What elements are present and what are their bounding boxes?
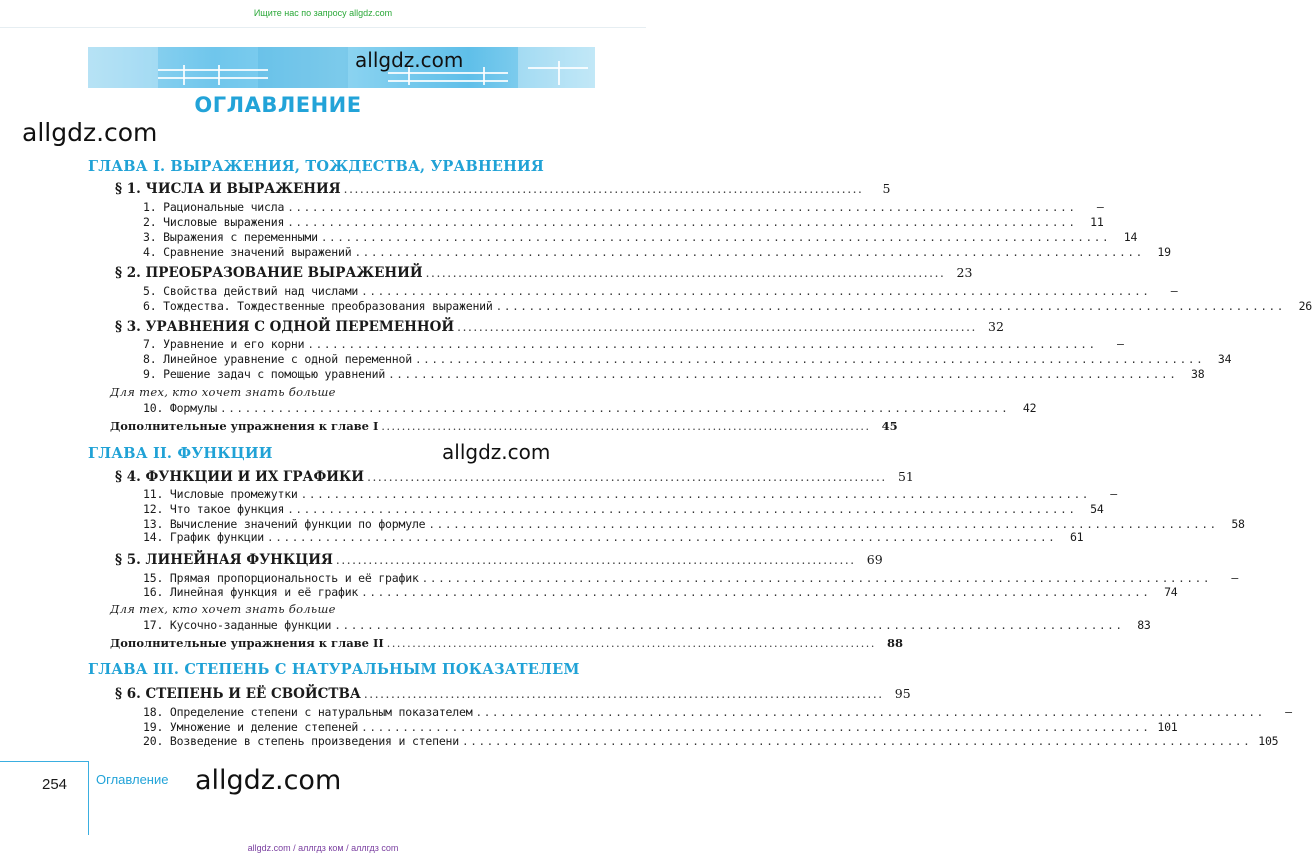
toc-section[interactable] bbox=[115, 469, 914, 485]
dot-leader: ................................................................................................ bbox=[363, 687, 884, 701]
footer-rule bbox=[88, 761, 89, 835]
item-label: 16. Линейная функция и её график bbox=[143, 585, 359, 599]
banner-line bbox=[388, 72, 508, 74]
page-number: — bbox=[1110, 487, 1118, 501]
dot-leader: ................................................................................................ bbox=[386, 637, 876, 650]
section-label: § 4. ФУНКЦИИ И ИХ ГРАФИКИ bbox=[115, 469, 365, 485]
banner-line bbox=[388, 80, 508, 82]
banner-line bbox=[558, 61, 560, 85]
dot-leader: ................................................................................................ bbox=[428, 518, 1218, 531]
toc-item[interactable] bbox=[143, 585, 1178, 599]
toc-item[interactable] bbox=[143, 200, 1104, 214]
dot-leader: ................................................................................................ bbox=[300, 488, 1091, 501]
item-label: 7. Уравнение и его корни bbox=[143, 337, 305, 351]
toc-item[interactable] bbox=[143, 618, 1151, 632]
toc-additional[interactable] bbox=[110, 636, 903, 650]
item-label: 9. Решение задач с помощью уравнений bbox=[143, 367, 386, 381]
page-number: 54 bbox=[1090, 502, 1104, 516]
extra-heading: Для тех, кто хочет знать больше bbox=[110, 385, 336, 399]
toc-item[interactable] bbox=[143, 245, 1171, 259]
dot-leader: ................................................................................................ bbox=[287, 201, 1077, 214]
toc-item[interactable] bbox=[143, 215, 1104, 229]
toc-item[interactable] bbox=[143, 299, 1312, 313]
page-number: 26 bbox=[1298, 299, 1312, 313]
toc-item[interactable] bbox=[143, 367, 1205, 381]
page-number: — bbox=[1117, 337, 1124, 351]
dot-leader: ................................................................................................ bbox=[361, 586, 1151, 599]
watermark: allgdz.com bbox=[442, 440, 551, 464]
page-number: — bbox=[1231, 571, 1239, 585]
dot-leader: ................................................................................................ bbox=[421, 572, 1212, 585]
page-number: 38 bbox=[1190, 367, 1205, 381]
item-label: 17. Кусочно-заданные функции bbox=[143, 618, 332, 632]
item-label: 5. Свойства действий над числами bbox=[143, 284, 359, 298]
section-label: § 1. ЧИСЛА И ВЫРАЖЕНИЯ bbox=[115, 181, 341, 197]
toc-item[interactable] bbox=[143, 734, 1279, 748]
page-number: 45 bbox=[881, 419, 898, 433]
top-divider bbox=[0, 27, 646, 28]
header-banner bbox=[88, 47, 595, 88]
toc-item[interactable] bbox=[143, 720, 1178, 734]
toc-item[interactable] bbox=[143, 352, 1232, 366]
page-number: 5 bbox=[882, 181, 891, 196]
toc-item[interactable] bbox=[143, 230, 1138, 244]
dot-leader: ................................................................................................ bbox=[475, 706, 1265, 719]
dot-leader: ................................................................................................ bbox=[219, 402, 1010, 415]
item-label: 4. Сравнение значений выражений bbox=[143, 245, 352, 259]
page-number: 74 bbox=[1164, 585, 1178, 599]
page-number: 105 bbox=[1258, 734, 1279, 748]
toc-item[interactable] bbox=[143, 401, 1037, 415]
watermark: allgdz.com bbox=[355, 48, 464, 72]
page-number: 101 bbox=[1157, 720, 1178, 734]
item-label: 20. Возведение в степень произведения и степени bbox=[143, 734, 460, 748]
page-number: 42 bbox=[1022, 401, 1037, 415]
banner-block bbox=[258, 47, 348, 88]
bottom-links[interactable]: allgdz.com / аллгдз ком / аллгдз com bbox=[247, 843, 399, 853]
dot-leader: ................................................................................................ bbox=[495, 300, 1286, 313]
page-number: 95 bbox=[894, 686, 911, 701]
dot-leader: ................................................................................................ bbox=[367, 470, 887, 484]
item-label: 13. Вычисление значений функции по формуле bbox=[143, 517, 426, 531]
page-number: 14 bbox=[1123, 230, 1138, 244]
item-label: 12. Что такое функция bbox=[143, 502, 285, 516]
item-label: 11. Числовые промежутки bbox=[143, 487, 298, 501]
dot-leader: ................................................................................................ bbox=[267, 531, 1057, 544]
item-label: 14. График функции bbox=[143, 530, 265, 544]
top-note: Ищите нас по запросу allgdz.com bbox=[253, 8, 393, 18]
dot-leader: ................................................................................................ bbox=[381, 420, 871, 433]
dot-leader: ................................................................................................ bbox=[425, 266, 946, 280]
toc-item[interactable] bbox=[143, 337, 1124, 351]
toc-additional[interactable] bbox=[110, 419, 898, 433]
toc-item[interactable] bbox=[143, 284, 1178, 298]
dot-leader: ................................................................................................ bbox=[361, 285, 1151, 298]
dot-leader: ................................................................................................ bbox=[462, 735, 1252, 748]
toc-section[interactable] bbox=[115, 181, 891, 197]
page-number-footer: 254 bbox=[42, 776, 68, 793]
dot-leader: ................................................................................................ bbox=[343, 182, 864, 196]
dot-leader: ................................................................................................ bbox=[307, 338, 1097, 351]
toc-item[interactable] bbox=[143, 487, 1118, 501]
item-label: 19. Умножение и деление степеней bbox=[143, 720, 359, 734]
dot-leader: ................................................................................................ bbox=[354, 246, 1144, 259]
footer-label: Оглавление bbox=[96, 772, 169, 787]
footer-rule bbox=[0, 761, 88, 762]
dot-leader: ................................................................................................ bbox=[388, 368, 1178, 381]
item-label: 8. Линейное уравнение с одной переменной bbox=[143, 352, 412, 366]
extra-heading: Для тех, кто хочет знать больше bbox=[110, 602, 336, 616]
page-number: — bbox=[1285, 705, 1292, 719]
banner-line bbox=[183, 65, 185, 85]
toc-section[interactable] bbox=[115, 686, 911, 702]
page-number: 34 bbox=[1217, 352, 1232, 366]
item-label: 1. Рациональные числа bbox=[143, 200, 285, 214]
dot-leader: ................................................................................................ bbox=[335, 553, 856, 567]
page-number: — bbox=[1096, 200, 1104, 214]
toc-item[interactable] bbox=[143, 517, 1245, 531]
section-label: § 5. ЛИНЕЙНАЯ ФУНКЦИЯ bbox=[115, 552, 333, 568]
dot-leader: ................................................................................................ bbox=[287, 503, 1077, 516]
dot-leader: ................................................................................................ bbox=[457, 320, 977, 334]
additional-label: Дополнительные упражнения к главе I bbox=[110, 419, 379, 433]
page-number: 11 bbox=[1090, 215, 1104, 229]
section-label: § 2. ПРЕОБРАЗОВАНИЕ ВЫРАЖЕНИЙ bbox=[115, 265, 423, 281]
toc-item[interactable] bbox=[143, 530, 1084, 544]
banner-line bbox=[218, 65, 220, 85]
page-number: 19 bbox=[1157, 245, 1171, 259]
banner-line bbox=[158, 69, 268, 71]
page-number: 51 bbox=[897, 469, 914, 484]
page-number: 83 bbox=[1137, 618, 1151, 632]
banner-line bbox=[158, 77, 268, 79]
additional-label: Дополнительные упражнения к главе II bbox=[110, 636, 384, 650]
dot-leader: ................................................................................................ bbox=[361, 721, 1151, 734]
toc-section[interactable] bbox=[115, 552, 883, 568]
toc-item[interactable] bbox=[143, 705, 1292, 719]
chapter-heading: ГЛАВА III. СТЕПЕНЬ С НАТУРАЛЬНЫМ ПОКАЗАТЕЛЕМ bbox=[88, 661, 580, 678]
page-number: — bbox=[1170, 284, 1178, 298]
watermark: allgdz.com bbox=[22, 118, 158, 147]
dot-leader: ................................................................................................ bbox=[320, 231, 1111, 244]
item-label: 6. Тождества. Тождественные преобразования выражений bbox=[143, 299, 493, 313]
page-number: 88 bbox=[886, 636, 903, 650]
page-number: 23 bbox=[956, 265, 973, 280]
section-label: § 6. СТЕПЕНЬ И ЕЁ СВОЙСТВА bbox=[115, 686, 361, 702]
dot-leader: ................................................................................................ bbox=[414, 353, 1205, 366]
item-label: 3. Выражения с переменными bbox=[143, 230, 318, 244]
toc-section[interactable] bbox=[115, 265, 973, 281]
page-title: ОГЛАВЛЕНИЕ bbox=[194, 93, 362, 117]
section-label: § 3. УРАВНЕНИЯ С ОДНОЙ ПЕРЕМЕННОЙ bbox=[115, 319, 455, 335]
page-number: 32 bbox=[988, 319, 1004, 334]
chapter-heading: ГЛАВА I. ВЫРАЖЕНИЯ, ТОЖДЕСТВА, УРАВНЕНИЯ bbox=[88, 158, 544, 175]
page-number: 69 bbox=[866, 552, 883, 567]
toc-item[interactable] bbox=[143, 502, 1104, 516]
item-label: 15. Прямая пропорциональность и её график bbox=[143, 571, 419, 585]
toc-item[interactable] bbox=[143, 571, 1239, 585]
watermark: allgdz.com bbox=[195, 765, 342, 796]
page-number: 61 bbox=[1069, 530, 1084, 544]
banner-block bbox=[88, 47, 158, 88]
chapter-heading: ГЛАВА II. ФУНКЦИИ bbox=[88, 445, 273, 462]
banner-line bbox=[483, 67, 485, 85]
item-label: 10. Формулы bbox=[143, 401, 217, 415]
item-label: 2. Числовые выражения bbox=[143, 215, 285, 229]
dot-leader: ................................................................................................ bbox=[287, 216, 1077, 229]
toc-section[interactable] bbox=[115, 319, 1004, 335]
item-label: 18. Определение степени с натуральным показателем bbox=[143, 705, 473, 719]
page-number: 58 bbox=[1231, 517, 1245, 531]
dot-leader: ................................................................................................ bbox=[334, 619, 1124, 632]
